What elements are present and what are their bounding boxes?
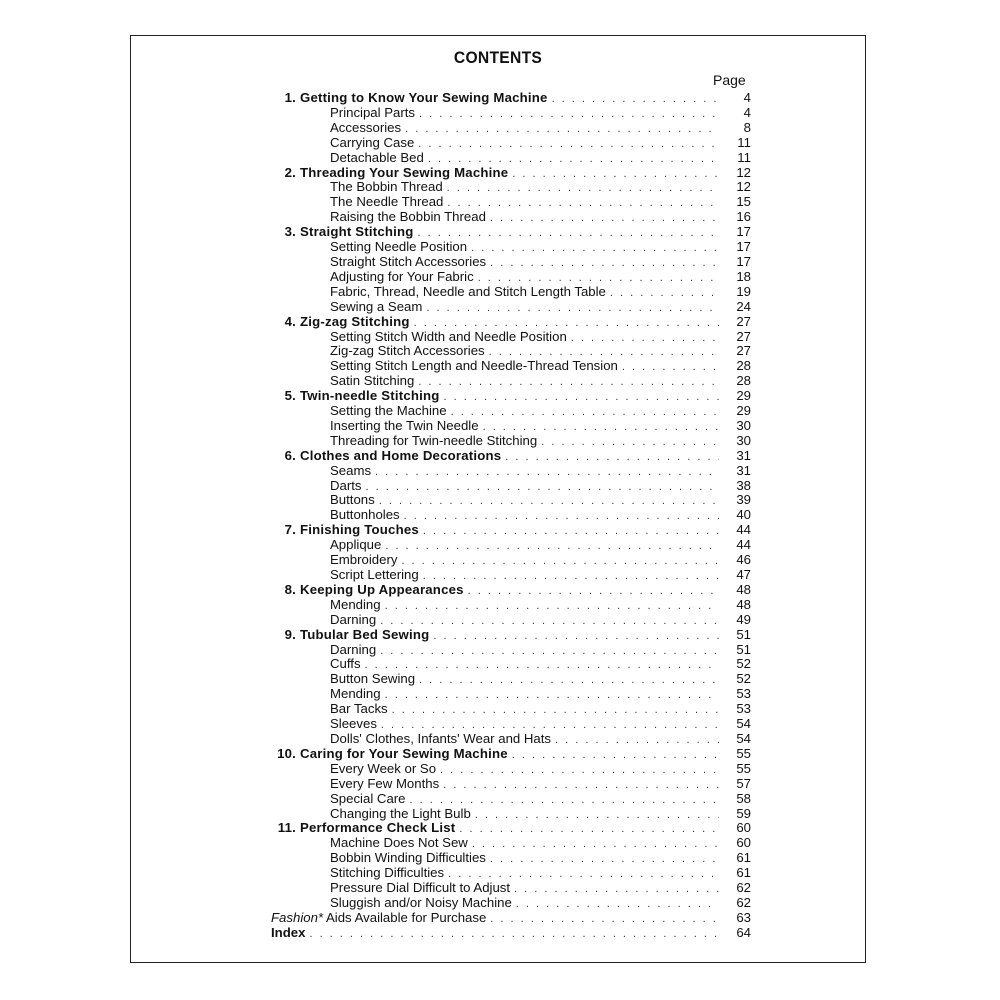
toc-entry-label: Bar Tacks [330, 701, 388, 717]
dot-leader [552, 92, 719, 107]
toc-entry-label: Sluggish and/or Noisy Machine [330, 894, 512, 910]
page-number: 60 [736, 820, 751, 836]
toc-section-row [271, 777, 751, 792]
page-number: 46 [736, 552, 751, 568]
toc-entry-label: Zig-zag Stitching [300, 313, 410, 329]
dot-leader [426, 301, 719, 316]
dot-leader [447, 181, 719, 196]
toc-entry-label: Every Week or So [330, 760, 437, 776]
page-number: 30 [736, 432, 751, 448]
page-number: 17 [736, 253, 751, 269]
toc-chapter-row [271, 821, 751, 836]
toc-entry-label: Adjusting for Your Fabric [330, 268, 474, 284]
toc-entry-row [271, 926, 751, 941]
toc-entry-label: Every Few Months [330, 775, 440, 791]
toc-entry-label: Inserting the Twin Needle [330, 417, 479, 433]
toc-section-row [271, 538, 751, 553]
page-number: 11 [737, 134, 751, 150]
chapter-number: 1. [284, 90, 296, 105]
toc-section-row [271, 762, 751, 777]
toc-entry-label: Stitching Difficulties [330, 865, 445, 881]
page-number: 38 [736, 477, 751, 493]
page-number: 11 [737, 149, 751, 165]
toc-section-row [271, 493, 751, 508]
dot-leader [571, 331, 719, 346]
dot-leader [459, 822, 719, 837]
dot-leader [443, 778, 719, 793]
toc-section-row [271, 195, 751, 210]
toc-section-row [271, 866, 751, 881]
toc-entry-label: Buttons [330, 492, 375, 508]
toc-chapter-row [271, 315, 751, 330]
page-number: 51 [736, 641, 751, 657]
page-number: 19 [736, 283, 751, 299]
toc-section-row [271, 657, 751, 672]
dot-leader [468, 584, 719, 599]
dot-leader [514, 882, 719, 897]
toc-section-row [271, 851, 751, 866]
toc-section-row [271, 836, 751, 851]
toc-entry-label: Setting Needle Position [330, 239, 468, 255]
dot-leader [392, 703, 719, 718]
toc-section-row [271, 792, 751, 807]
toc-entry-label: Principal Parts [330, 104, 416, 120]
page-number: 53 [736, 701, 751, 717]
page-number: 12 [736, 164, 751, 180]
toc-entry-label: Carrying Case [330, 134, 415, 150]
page-number: 55 [736, 760, 751, 776]
toc-section-row [271, 374, 751, 389]
page-number: 61 [736, 865, 751, 881]
dot-leader [512, 167, 719, 182]
toc-entry-label: Satin Stitching [330, 373, 415, 389]
dot-leader [423, 569, 719, 584]
page-number: 17 [736, 239, 751, 255]
document-page [130, 35, 866, 963]
dot-leader [309, 927, 719, 942]
toc-chapter-row [271, 628, 751, 643]
toc-entry-label: Dolls' Clothes, Infants' Wear and Hats [330, 730, 552, 746]
toc-section-row [271, 434, 751, 449]
toc-chapter-row [271, 225, 751, 240]
toc-section-row [271, 151, 751, 166]
toc-entry-label: Setting Stitch Width and Needle Position [330, 328, 567, 344]
page-column-heading: Page [713, 72, 746, 88]
toc-entry-label: Machine Does Not Sew [330, 835, 468, 851]
page-number: 58 [736, 790, 751, 806]
toc-section-row [271, 180, 751, 195]
dot-leader [622, 360, 719, 375]
toc-chapter-row [271, 449, 751, 464]
toc-section-row [271, 508, 751, 523]
toc-section-row [271, 344, 751, 359]
dot-leader [505, 450, 719, 465]
toc-entry-label [271, 911, 486, 926]
page-number: 47 [736, 567, 751, 582]
toc-entry-label: Darning [330, 641, 377, 657]
toc-entry-label: Cuffs [330, 656, 361, 672]
toc-section-row [271, 404, 751, 419]
toc-entry-label: Applique [330, 537, 382, 553]
dot-leader [610, 286, 719, 301]
dot-leader [490, 852, 719, 867]
chapter-number: 4. [284, 313, 296, 329]
dot-leader [385, 688, 719, 703]
toc-chapter-row [271, 166, 751, 181]
toc-entry-label: Threading for Twin-needle Stitching [330, 432, 538, 448]
toc-section-row [271, 881, 751, 896]
toc-entry-label: Setting Stitch Length and Needle-Thread Tension [330, 358, 618, 374]
toc-entry-label: The Bobbin Thread [330, 179, 443, 195]
dot-leader [490, 211, 719, 226]
page-number: 15 [736, 194, 751, 210]
dot-leader [418, 375, 719, 390]
toc-section-row [271, 330, 751, 345]
toc-section-row [271, 240, 751, 255]
toc-entry-label: Bobbin Winding Difficulties [330, 850, 486, 866]
toc-entry-label: Caring for Your Sewing Machine [300, 745, 508, 761]
page-title: CONTENTS [453, 48, 543, 67]
page-number: 55 [736, 745, 751, 761]
toc-entry-label: Clothes and Home Decorations [300, 447, 502, 463]
page-number: 57 [736, 775, 751, 791]
page-number: 30 [736, 417, 751, 433]
toc-section-row [271, 136, 751, 151]
toc-entry-label: Tubular Bed Sewing [300, 626, 430, 642]
toc-section-row [271, 106, 751, 121]
toc-entry-label: Keeping Up Appearances [300, 581, 464, 597]
toc-entry-label: Index [271, 924, 306, 940]
toc-section-row [271, 553, 751, 568]
dot-leader [433, 629, 719, 644]
dot-leader [380, 614, 719, 629]
dot-leader [379, 494, 719, 509]
toc-section-row [271, 807, 751, 822]
dot-leader [471, 241, 719, 256]
dot-leader [444, 390, 720, 405]
toc-section-row [271, 255, 751, 270]
dot-leader [490, 912, 719, 927]
page-number: 59 [736, 805, 751, 821]
toc-section-row [271, 464, 751, 479]
toc-chapter-row [271, 583, 751, 598]
page-number: 52 [736, 656, 751, 672]
page-number: 24 [736, 298, 751, 314]
toc-entry-label: Fabric, Thread, Needle and Stitch Length Table [330, 283, 606, 299]
dot-leader [418, 137, 719, 152]
toc-entry-label: Raising the Bobbin Thread [330, 209, 486, 225]
toc-entry-label: Threading Your Sewing Machine [300, 164, 509, 180]
page-number: 12 [736, 179, 751, 195]
page-number: 44 [736, 522, 751, 538]
chapter-number: 5. [284, 388, 296, 404]
dot-leader [423, 524, 719, 539]
chapter-number: 3. [284, 224, 296, 240]
page-number: 48 [736, 596, 751, 612]
toc-entry-label: Accessories [330, 119, 402, 135]
toc-section-row [271, 359, 751, 374]
chapter-number: 11. [277, 820, 296, 836]
toc-entry-label: Darts [330, 477, 362, 493]
page-number: 44 [736, 537, 751, 553]
chapter-number: 10. [277, 745, 296, 761]
toc-section-row [271, 613, 751, 628]
dot-leader [472, 837, 719, 852]
page-number: 16 [736, 209, 751, 225]
page-number: 39 [736, 492, 751, 508]
toc-section-row [271, 479, 751, 494]
toc-section-row [271, 896, 751, 911]
table-of-contents [271, 91, 751, 941]
page-number: 62 [736, 894, 751, 910]
toc-entry-label-rest: Aids Available for Purchase [323, 909, 487, 925]
toc-section-row [271, 285, 751, 300]
toc-section-row [271, 300, 751, 315]
toc-entry-label: Embroidery [330, 552, 398, 568]
page-number: 49 [736, 611, 751, 627]
toc-section-row [271, 732, 751, 747]
toc-section-row [271, 702, 751, 717]
page-number: 31 [736, 462, 751, 478]
chapter-number: 8. [284, 581, 296, 597]
dot-leader [555, 733, 719, 748]
page-number: 18 [736, 268, 751, 284]
page-number: 27 [736, 343, 751, 359]
page-number: 4 [743, 90, 751, 105]
page-number: 8 [743, 119, 751, 135]
dot-leader [512, 748, 719, 763]
toc-section-row [271, 270, 751, 285]
page-number: 27 [736, 328, 751, 344]
toc-entry-label: The Needle Thread [330, 194, 444, 210]
dot-leader [405, 122, 719, 137]
page-number: 64 [736, 924, 751, 940]
dot-leader [419, 107, 719, 122]
toc-entry-label: Buttonholes [330, 507, 400, 523]
page-number: 53 [736, 686, 751, 702]
dot-leader [541, 435, 719, 450]
toc-entry-label: Changing the Light Bulb [330, 805, 471, 821]
dot-leader [385, 539, 719, 554]
toc-entry-label: Getting to Know Your Sewing Machine [300, 90, 548, 105]
page-number: 52 [736, 671, 751, 687]
toc-entry-label: Pressure Dial Difficult to Adjust [330, 880, 511, 896]
dot-leader [404, 509, 719, 524]
page-number: 54 [736, 730, 751, 746]
toc-section-row [271, 672, 751, 687]
toc-entry-label: Twin-needle Stitching [300, 388, 440, 404]
page-number: 17 [736, 224, 751, 240]
dot-leader [366, 480, 719, 495]
dot-leader [490, 256, 719, 271]
dot-leader [447, 196, 719, 211]
toc-entry-label: Sewing a Seam [330, 298, 423, 314]
toc-chapter-row [271, 389, 751, 404]
dot-leader [419, 673, 719, 688]
toc-section-row [271, 643, 751, 658]
toc-entry-label: Setting the Machine [330, 403, 447, 419]
toc-entry-label: Finishing Touches [300, 522, 419, 538]
toc-entry-row [271, 911, 751, 926]
toc-section-row [271, 717, 751, 732]
toc-entry-label: Darning [330, 611, 377, 627]
page-number: 54 [736, 716, 751, 732]
toc-entry-label: Straight Stitching [300, 224, 414, 240]
toc-entry-label: Sleeves [330, 716, 377, 732]
toc-section-row [271, 121, 751, 136]
toc-entry-label: Button Sewing [330, 671, 416, 687]
page-number: 60 [736, 835, 751, 851]
toc-section-row [271, 568, 751, 583]
toc-section-row [271, 419, 751, 434]
page-number: 63 [736, 909, 751, 925]
chapter-number: 7. [284, 522, 296, 538]
toc-entry-label: Straight Stitch Accessories [330, 253, 487, 269]
toc-section-row [271, 687, 751, 702]
toc-entry-label: Performance Check List [300, 820, 456, 836]
chapter-number: 9. [284, 626, 296, 642]
toc-entry-label: Special Care [330, 790, 406, 806]
toc-chapter-row [271, 91, 751, 106]
dot-leader [475, 808, 719, 823]
page-number: 51 [736, 626, 751, 642]
page-number: 40 [736, 507, 751, 523]
dot-leader [401, 554, 719, 569]
italic-brand-prefix: Fashion* [271, 909, 324, 925]
toc-entry-label: Seams [330, 462, 372, 478]
dot-leader [380, 644, 719, 659]
toc-section-row [271, 210, 751, 225]
page-number: 29 [736, 388, 751, 404]
page-number: 28 [736, 373, 751, 389]
dot-leader [440, 763, 719, 778]
chapter-number: 6. [284, 447, 296, 463]
page-number: 62 [736, 880, 751, 896]
toc-entry-label: Script Lettering [330, 567, 419, 582]
dot-leader [385, 599, 719, 614]
toc-entry-label: Mending [330, 596, 381, 612]
chapter-number: 2. [284, 164, 296, 180]
page-number: 31 [736, 447, 751, 463]
page-number: 48 [736, 581, 751, 597]
toc-section-row [271, 598, 751, 613]
toc-entry-label: Detachable Bed [330, 149, 424, 165]
page-number: 61 [736, 850, 751, 866]
page-number: 28 [736, 358, 751, 374]
dot-leader [451, 405, 719, 420]
dot-leader [375, 465, 719, 480]
toc-chapter-row [271, 747, 751, 762]
toc-entry-label: Zig-zag Stitch Accessories [330, 343, 485, 359]
toc-entry-label: Mending [330, 686, 381, 702]
page-number: 27 [736, 313, 751, 329]
dot-leader [365, 658, 719, 673]
toc-chapter-row [271, 523, 751, 538]
dot-leader [516, 897, 719, 912]
page-number: 29 [736, 403, 751, 419]
page-number: 4 [743, 104, 751, 120]
